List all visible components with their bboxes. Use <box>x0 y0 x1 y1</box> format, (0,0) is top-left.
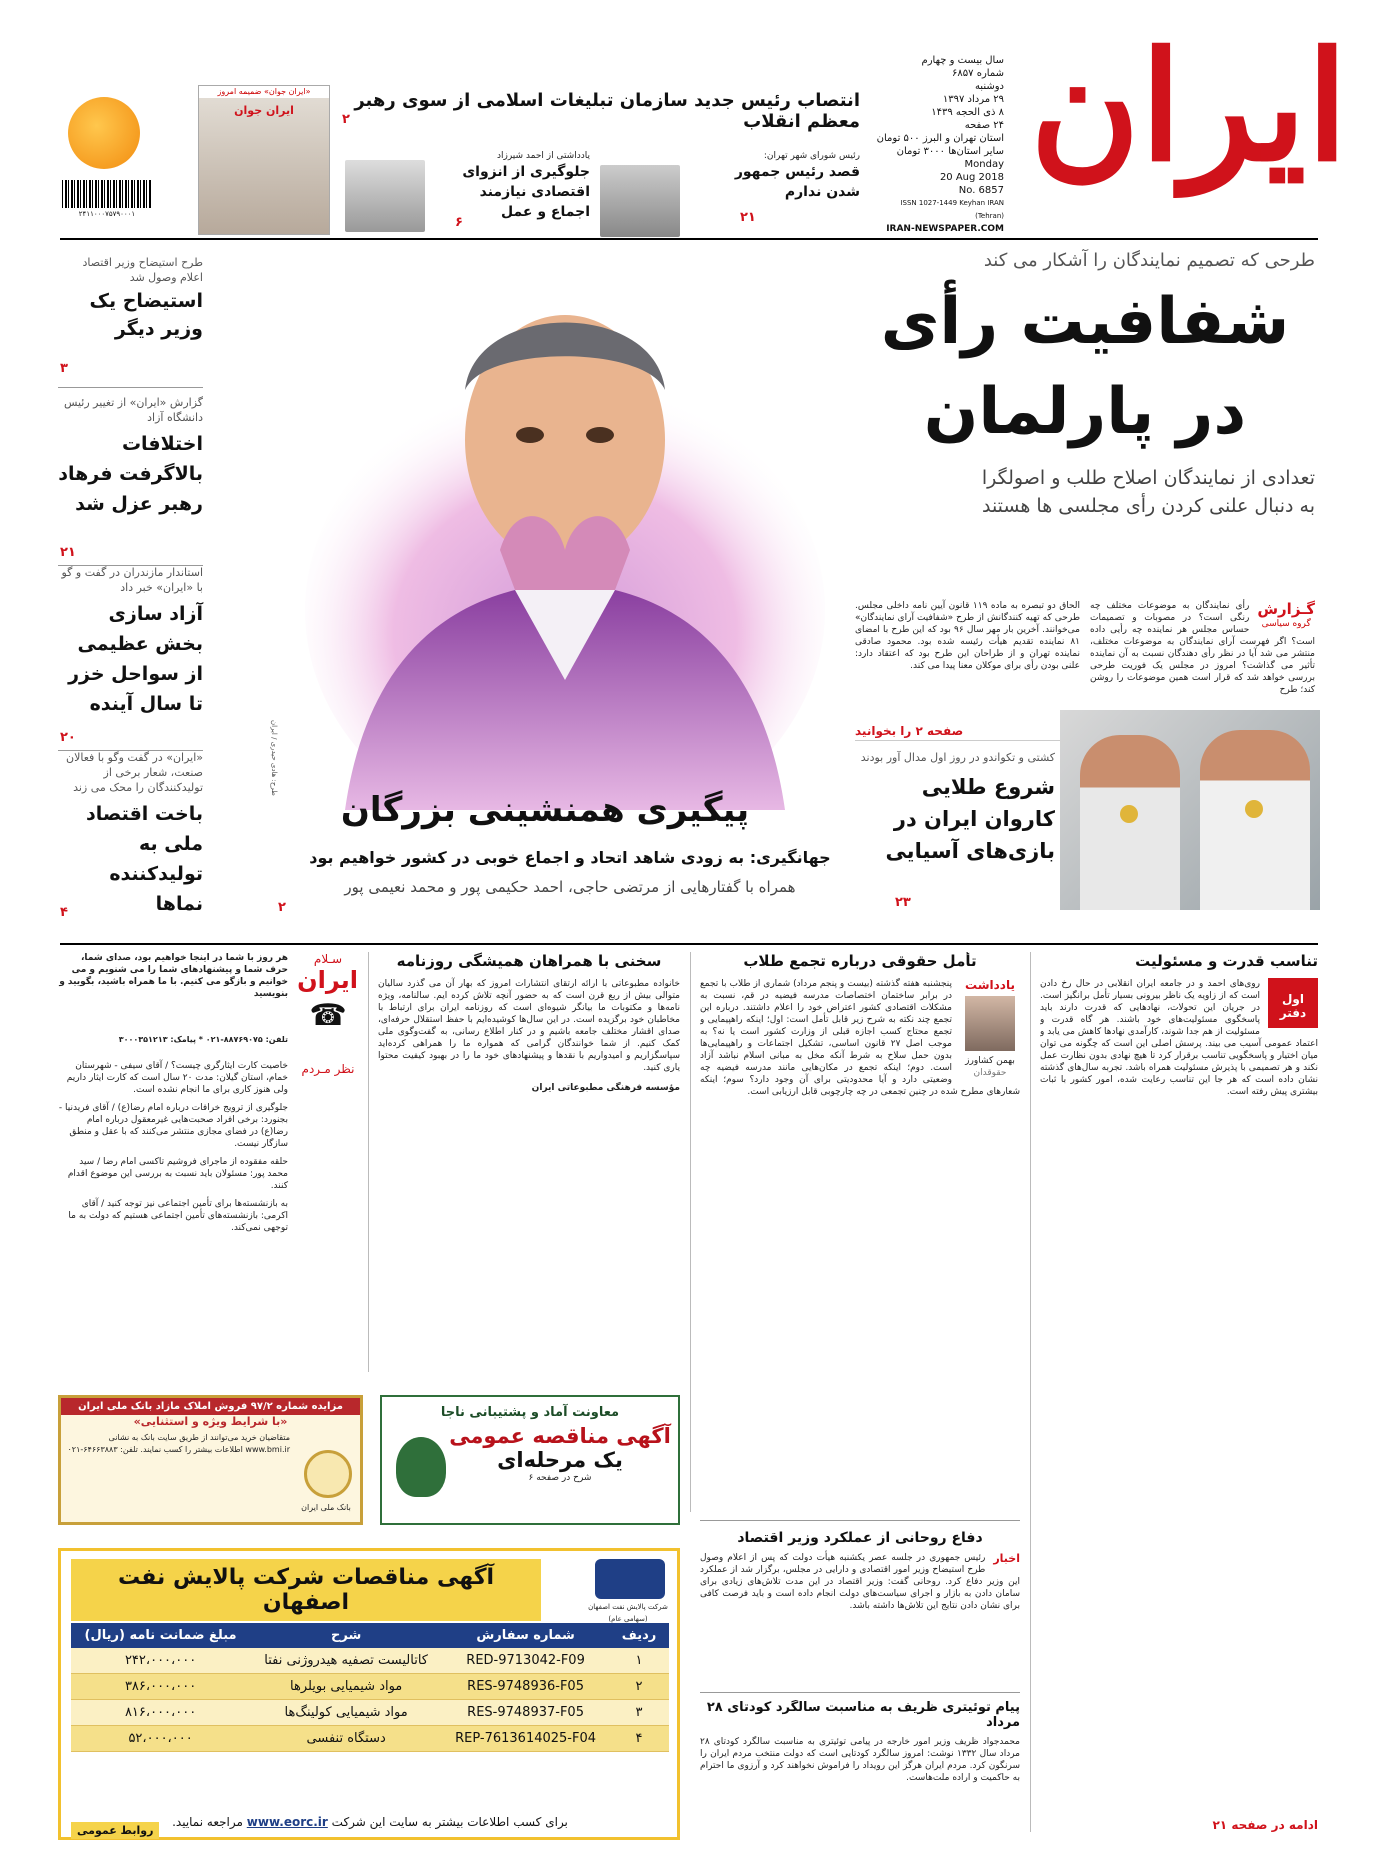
cell: REP-7613614025-F04 <box>442 1726 609 1752</box>
salam-item-1: خاصیت کارت ایثارگری چیست؟ / آقای سیفی - شهرستان خمام، استان گیلان: مدت ۲۰ سال است که کارت ایثار داریم ولی هنوز کاری برای ما انجام نشده است. <box>66 1061 288 1095</box>
story2-kicker: یادداشتی از احمد شیرزاد <box>496 151 590 161</box>
cell: RED-9713042-F09 <box>442 1648 609 1674</box>
refinery-title: آگهی مناقصات شرکت پالایش نفت اصفهان <box>71 1559 541 1621</box>
col-description: شرح <box>250 1623 442 1648</box>
dialogue-title[interactable]: سخنی با همراهان همیشگی روزنامه <box>396 952 662 970</box>
editorial-title[interactable]: تناسب قدرت و مسئولیت <box>1135 952 1318 970</box>
feature-headline[interactable]: پیگیری همنشینی بزرگان <box>340 790 750 830</box>
medal-icon-1 <box>1120 805 1138 823</box>
naja-ad[interactable] <box>380 1395 680 1525</box>
left-item-4-kicker: «ایران» در گفت وگو با فعالان صنعت، شعار برخی از تولیدکنندگان را محک می زند <box>66 751 203 794</box>
medal-icon-2 <box>1245 800 1263 818</box>
lead-subhead-2: به دنبال علنی کردن رأی مجلسی ها هستند <box>981 495 1315 517</box>
author-photo <box>965 996 1015 1051</box>
salam-iran <box>58 952 358 1372</box>
asian-games-kicker: کشتی و تکواندو در روز اول مدال آور بودند <box>860 751 1055 764</box>
bank-name: بانک ملی ایران <box>301 1503 351 1512</box>
story1-photo <box>600 165 680 237</box>
issue-info-6: ۲۴ صفحه <box>964 120 1004 131</box>
issue-info-8: سایر استان‌ها ۳۰۰۰ تومان <box>896 146 1004 157</box>
left-item-3-title: آزاد سازی بخش عظیمی از سواحل خزر تا سال آینده <box>68 603 203 715</box>
author-role: حقوقدان <box>973 1068 1007 1078</box>
col-row-number: ردیف <box>609 1623 669 1648</box>
portrait-illustration <box>285 250 845 810</box>
story2-title: جلوگیری از انزوای اقتصادی نیازمند اجماع و عمل <box>462 164 590 220</box>
barcode-number: ۲۴۱۱۰۰۰۷۵۷۹۰۰۰۱ <box>78 210 136 218</box>
masthead <box>0 0 1378 236</box>
dialogue-signature: مؤسسه فرهنگی مطبوعاتی ایران <box>531 1083 680 1093</box>
issue-info-7: استان تهران و البرز ۵۰۰ تومان <box>876 133 1004 144</box>
story1-title: قصد رئیس جمهور شدن ندارم <box>734 164 860 200</box>
tweet-body: محمدجواد ظریف وزیر امور خارجه در پیامی توئیتری به مناسبت سالگرد کودتای ۲۸ مرداد سال ۱۳۳۲ نوشت: امروز سالگرد کودتایی است که دولت منتخب مردم ایران را سرنگون کرد. مردم ایران هرگز این رویداد را فراموش نخواهند کرد و آرزوی ما احترام به حاکمیت و اراده ملت‌هاست. <box>700 1737 1020 1783</box>
cell: ۱ <box>609 1648 669 1674</box>
issue-info-en-3: No. 6857 <box>958 185 1004 196</box>
left-item-3[interactable] <box>58 565 203 750</box>
left-item-3-page: ۲۰ <box>60 730 76 745</box>
lead-subhead-1: تعدادی از نمایندگان اصلاح طلب و اصولگرا <box>981 467 1315 489</box>
naja-kicker: معاونت آماد و پشتیبانی ناجا <box>440 1405 620 1420</box>
naja-title: آگهی مناقصه عمومی <box>449 1424 671 1448</box>
rouhani-body: رئیس جمهوری در جلسه عصر یکشنبه هیأت دولت که پس از اعلام وصول طرح استیضاح وزیر امور اقتصادی و دارایی در مجلس، برگزار شد از عملکرد این وزیر دفاع کرد. روحانی گفت: وزیر اقتصاد در این مدت تلاش‌های زیادی برای سامان دادن به بازار و اجرای سیاست‌های دولت انجام داده است و باید فرصت کافی برای نشان دادن نتایج این تلاش‌ها داشته باشد. <box>700 1553 1020 1611</box>
bank-ad[interactable] <box>58 1395 363 1525</box>
promo-title: «ایران جوان» ضمیمه امروز <box>199 86 329 98</box>
table-row <box>71 1700 669 1726</box>
naja-subtitle: یک مرحله‌ای <box>497 1448 623 1472</box>
dialogue-body: خانواده مطبوعاتی با ارائه ارتقای انتشارات امروز که بهار آن می گذرد سالیان متوالی بیش از ربع قرن است که به حضور آنچه تلاش کرده ایم. سالنامه، ویژه نامه‌ها و مکتوبات ما بیانگر شیوه‌ای است که روزنامه ایران برای ارتباط با مخاطبان خود برگزیده است. در این سال‌ها کوشیده‌ایم با حفظ استقلال حرفه‌ای، صدای اقشار مختلف جامعه باشیم و در کنار اطلاع رسانی، به گفت‌وگوی ملی کمک کنیم. از شما خوانندگان گرامی که همواره ما را همراهی کرده‌اید سپاسگزاریم و امیدواریم با نقدها و پیشنهادهای خود ما را در بهبود کیفیت محتوا یاری کنید. <box>378 979 680 1073</box>
issue-info-en-2: 20 Aug 2018 <box>939 172 1004 183</box>
phone-icon: ☎ <box>309 998 347 1033</box>
left-item-2-title: اختلافات بالاگرفت فرهاد رهبر عزل شد <box>58 433 203 515</box>
lead-kicker: طرحی که تصمیم نمایندگان را آشکار می کند <box>983 250 1315 271</box>
refinery-footer-pre: برای کسب اطلاعات بیشتر به سایت این شرکت <box>331 1815 568 1829</box>
left-item-3-kicker: استاندار مازندران در گفت و گو با «ایران» خبر داد <box>61 566 203 594</box>
left-item-2[interactable] <box>58 395 203 565</box>
salam-title-small: سـلام <box>313 952 343 966</box>
left-item-1-page: ۳ <box>60 361 68 376</box>
cell: ۳۸۶،۰۰۰،۰۰۰ <box>71 1674 250 1700</box>
cell: مواد شیمیایی بویلرها <box>250 1674 442 1700</box>
table-row <box>71 1648 669 1674</box>
cell: ۲ <box>609 1674 669 1700</box>
left-column <box>58 255 203 919</box>
salam-intro: هر روز با شما در اینجا خواهیم بود، صدای شما، حرف شما و پیشنهادهای شما را می شنویم و می خوانیم و بازگو می کنیم. با ما همراه باشید، بگویید و بنویسید <box>59 953 288 999</box>
issue-info-en-1: Monday <box>964 159 1004 170</box>
dialogue <box>378 952 680 1372</box>
promo-subtitle: ایران جوان <box>234 104 294 117</box>
cell: ۲۴۲،۰۰۰،۰۰۰ <box>71 1648 250 1674</box>
editorial-continue[interactable]: ادامه در صفحه ۲۱ <box>1212 1818 1318 1832</box>
left-item-2-page: ۲۱ <box>60 545 76 560</box>
author-name: بهمن کشاورز <box>965 1056 1015 1066</box>
left-item-4-page: ۴ <box>60 905 68 920</box>
refinery-company: شرکت پالایش نفت اصفهان (سهامی عام) <box>588 1603 668 1623</box>
lead-body-left: الحاق دو تبصره به ماده ۱۱۹ قانون آیین نامه داخلی مجلس. طرحی که تهیه کنندگانش از طرح «شفافیت آرای نمایندگان» می‌خوانند. آخرین بار مهر سال ۹۶ بود که این طرح با امضای ۸۱ نماینده تقدیم هیأت رئیسه شده بود. محمود صادقی نماینده تهران و از طراحان این طرح بود که اعتقاد دارد: علنی بودن رأی برای موکلان معنا پیدا می کند. <box>855 601 1081 671</box>
tweet-title[interactable]: پیام توئیتری ظریف به مناسبت سالگرد کودتای ۲۸ مرداد <box>706 1700 1020 1730</box>
bank-logo-icon <box>304 1450 352 1498</box>
cell: مواد شیمیایی کولینگ‌ها <box>250 1700 442 1726</box>
story1-page: ۲۱ <box>740 210 756 225</box>
refinery-footer-url[interactable]: www.eorc.ir <box>246 1815 328 1829</box>
lead-body-right: رأی نمایندگان به موضوعات مختلف چه رنگی است؟ در مصوبات و تصمیمات حساس مجلس هر نماینده چه رأیی داده است؟ اگر فهرست آرای نمایندگان به موضوعات مختلف، منتشر می شد آیا در نظر رأی دهندگان نسبت به آن نماینده تأثیر می گذاشت؟ امروز در مجلس یک فوریت طرحی بررسی خواهد شد که قرار است همین موضوعات را روشن کند؛ طرح <box>1090 601 1315 695</box>
cell: RES-9748936-F05 <box>442 1674 609 1700</box>
salam-item-3: حلقه مفقوده از ماجرای فروشیم تاکسی امام رضا / سید محمد پور: مسئولان باید نسبت به بررسی این موضوع اقدام کنند. <box>67 1157 288 1191</box>
bank-ad-subtitle: «با شرایط ویژه و استثنایی» <box>133 1415 288 1428</box>
cell: کاتالیست تصفیه هیدروژنی نفتا <box>250 1648 442 1674</box>
cell: دستگاه تنفسی <box>250 1726 442 1752</box>
legal-note-label: یادداشت <box>965 978 1015 992</box>
report-group: گروه سیاسی <box>1261 619 1311 629</box>
left-item-4-title: باخت اقتصاد ملی به تولیدکننده نماها <box>85 803 203 915</box>
masthead-headline-page: ۲ <box>342 112 350 127</box>
left-item-1-title: استیضاح یک وزیر دیگر <box>89 290 203 340</box>
logo: ایران <box>1029 19 1348 195</box>
masthead-headline[interactable]: انتصاب رئیس جدید سازمان تبلیغات اسلامی از سوی رهبر معظم انقلاب <box>354 90 860 132</box>
issue-info-5: ۸ ذی الحجه ۱۴۳۹ <box>931 107 1004 118</box>
issue-info <box>872 54 1004 236</box>
legal-note <box>700 952 1020 1512</box>
editorial <box>1040 952 1318 1832</box>
report-label: گـزارش <box>1257 600 1315 618</box>
police-emblem-icon <box>396 1437 446 1497</box>
story2-photo <box>345 160 425 232</box>
editorial-body: روی‌های احمد و در جامعه ایران انقلابی در حال رخ دادن است که از زاویه یک ناظر بیرونی بسیار تأمل برانگیز است. در جریان این تحولات، نهادهایی که قدرت دارند باید پاسخگوی مسئولیت‌های خود باشند. هر گاه قدرت و مسئولیت از هم جدا شوند، کارآمدی نهادها کاهش می یابد و اعتماد عمومی آسیب می بیند. پرسش اصلی این است که چگونه می توان میان اختیار و پاسخگویی تناسب برقرار کرد تا هیچ نهادی بدون نظارت عمل نکند و هر تصمیمی با پذیرش مسئولیت همراه باشد. تجربه سال‌های گذشته نشان داده است که هر جا این تناسب رعایت شده، امور کشور با ثبات بیشتری پیش رفته است. <box>1040 979 1318 1097</box>
salam-phones: تلفن: ۸۸۷۶۹۰۷۵-۰۲۱ * پیامک: ۳۰۰۰۳۵۱۲۱۳ <box>118 1035 288 1044</box>
issue-info-4: ۲۹ مرداد ۱۳۹۷ <box>942 94 1004 105</box>
lead-story <box>855 250 1315 517</box>
refinery-footer-pr: روابط عمومی <box>71 1822 159 1839</box>
issue-info-3: دوشنبه <box>974 81 1004 92</box>
cell: ۸۱۶،۰۰۰،۰۰۰ <box>71 1700 250 1726</box>
salam-title-big: ایران <box>297 966 358 994</box>
cell: ۵۲،۰۰۰،۰۰۰ <box>71 1726 250 1752</box>
lead-continue[interactable]: صفحه ۲ را بخوانید <box>855 724 964 738</box>
refinery-footer-post: مراجعه نمایید. <box>172 1815 243 1829</box>
feature-subhead: جهانگیری: به زودی شاهد اتحاد و اجماع خوبی در کشور خواهیم بود <box>309 848 831 867</box>
cell: RES-9748937-F05 <box>442 1700 609 1726</box>
feature-page: ۲ <box>278 900 286 915</box>
story2-page: ۶ <box>455 215 463 230</box>
bank-ad-body: متقاضیان خرید می‌توانند از طریق سایت بانک به نشانی www.bmi.ir اطلاعات بیشتر را کسب نمایند. تلفن: ۶۴۶۶۳۸۸۳-۰۲۱ <box>67 1433 290 1454</box>
refinery-logo-icon <box>595 1559 665 1599</box>
asian-games[interactable] <box>855 750 1055 867</box>
photo-credit: طرح: هادی حیدری / ایران <box>270 720 278 796</box>
editorial-label: اول دفتر <box>1268 978 1318 1028</box>
tweet-story <box>700 1700 1020 1830</box>
sun-logo <box>68 97 140 169</box>
cell: ۳ <box>609 1700 669 1726</box>
table-row <box>71 1674 669 1700</box>
legal-note-title[interactable]: تأمل حقوقی درباره تجمع طلاب <box>743 952 977 970</box>
bank-ad-title: مزایده شماره ۹۷/۲ فروش املاک مازاد بانک ملی ایران <box>61 1398 360 1415</box>
refinery-ad[interactable] <box>58 1548 680 1840</box>
col-order-number: شماره سفارش <box>442 1623 609 1648</box>
asian-games-photo <box>1060 710 1320 910</box>
feature-illustration <box>285 250 845 810</box>
issue-info-1: سال بیست و چهارم <box>921 55 1004 66</box>
lead-headline-1[interactable]: شفافیت رأی <box>880 285 1290 359</box>
col-guarantee: مبلغ ضمانت نامه (ریال) <box>71 1623 250 1648</box>
legal-note-body: پنجشنبه هفته گذشته (بیست و پنجم مرداد) شماری از طلاب با تجمع در برابر ساختمان اختصاصات مدرسه فیضیه در قم، نسبت به مشکلات اقتصادی کشور اعتراض خود را اعلام داشتند. درباره این تجمع چند نکته به شرح زیر قابل تأمل است: اول؛ اینکه راهپیمایی و تجمع محتاج کسب اجازه قبلی از وزارت کشور است یا نه؟ به موجب اصل ۲۷ قانون اساسی، تشکیل اجتماعات و راهپیمایی‌ها بدون حمل سلاح به شرط آنکه مخل به مبانی اسلام نباشد آزاد است. دوم؛ اینکه تجمع در مکان‌هایی مانند مدرسه فیضیه چه وضعیتی دارد و آیا محدودیتی برای آن وجود دارد؟ سوم؛ اینکه شعارهای مطرح شده در چنین تجمعی در چه چارچوبی قابل ارزیابی است. <box>700 979 1020 1097</box>
lead-headline-2[interactable]: در پارلمان <box>923 375 1247 449</box>
website: IRAN-NEWSPAPER.COM <box>886 224 1004 234</box>
left-item-1-kicker: طرح استیضاح وزیر اقتصاد اعلام وصول شد <box>82 256 203 284</box>
left-item-4[interactable] <box>58 750 203 919</box>
issn: ISSN 1027-1449 Keyhan IRAN (Tehran) <box>900 199 1004 220</box>
rouhani-defense <box>700 1530 1020 1690</box>
tenders-table <box>71 1623 669 1752</box>
story1-kicker: رئیس شورای شهر تهران: <box>763 151 860 161</box>
table-row <box>71 1726 669 1752</box>
feature-byline: همراه با گفتارهایی از مرتضی حاجی، احمد حکیمی پور و محمد نعیمی پور <box>344 878 796 896</box>
salam-item-4: به بازنشسته‌ها برای تأمین اجتماعی نیز توجه کنید / آقای اکرمی: بازنشسته‌های تأمین اجتماعی هستیم که دولت به ما توجهی نمی‌کند. <box>68 1199 288 1233</box>
cell: ۴ <box>609 1726 669 1752</box>
asian-games-page: ۲۳ <box>895 895 911 910</box>
athlete-2 <box>1200 730 1310 910</box>
issue-info-2: شماره ۶۸۵۷ <box>952 68 1004 79</box>
salam-item-2: جلوگیری از ترویج خرافات درباره امام رضا(ع) / آقای فریدنیا - بجنورد: برخی افراد صحبت‌هایی غیرمعقول درباره امام رضا(ع) در فضای مجازی منتشر می‌کنند که با عقل و منطق سازگار نیست. <box>58 1103 288 1149</box>
rouhani-label: اخبار <box>993 1552 1020 1565</box>
rouhani-title[interactable]: دفاع روحانی از عملکرد وزیر اقتصاد <box>737 1530 983 1546</box>
left-item-1[interactable] <box>58 255 203 395</box>
asian-games-headline: شروع طلایی کاروان ایران در بازی‌های آسیایی <box>885 775 1055 863</box>
naja-note: شرح در صفحه ۶ <box>528 1473 592 1483</box>
left-item-2-kicker: گزارش «ایران» از تغییر رئیس دانشگاه آزاد <box>63 396 203 424</box>
label-people: نظر مـردم <box>301 1062 355 1076</box>
promo-supplement[interactable] <box>198 85 330 235</box>
barcode <box>62 180 152 208</box>
